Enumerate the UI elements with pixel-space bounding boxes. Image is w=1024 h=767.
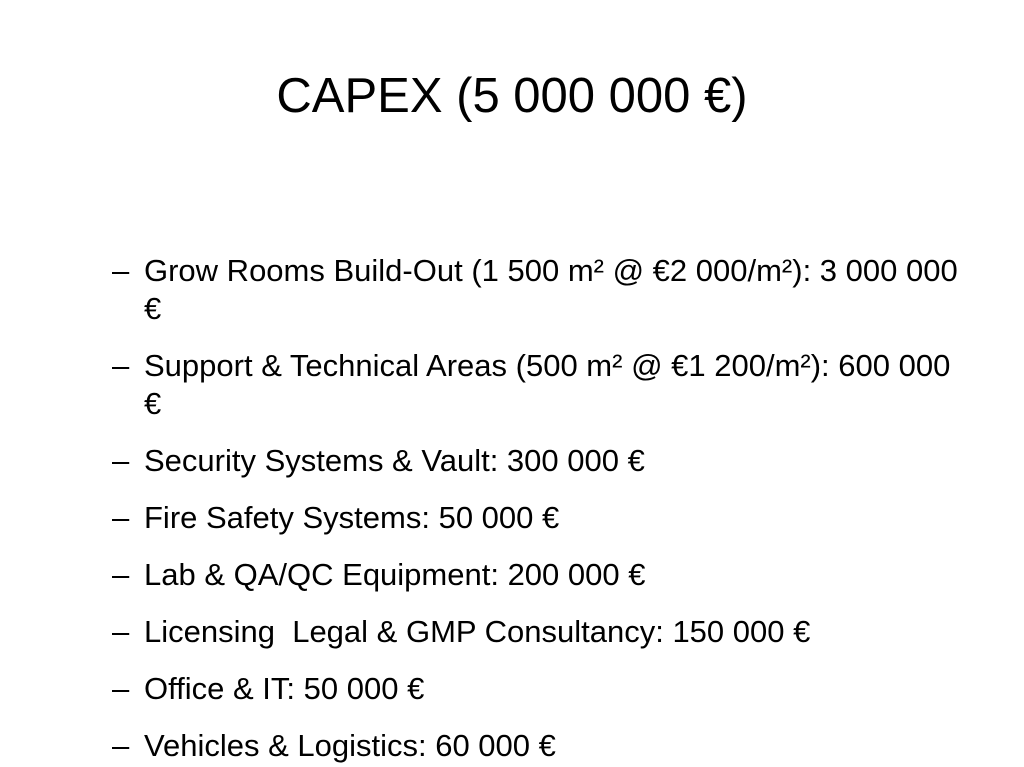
bullet-text: Grow Rooms Build-Out (1 500 m² @ €2 000/m²): 3 000 000 €: [144, 253, 967, 326]
bullet-text: Licensing Legal & GMP Consultancy: 150 000 €: [144, 614, 811, 649]
bullet-dash: –: [112, 253, 130, 288]
bullet-dash: –: [112, 443, 130, 478]
bullet-item: [112, 499, 972, 537]
bullet-dash: –: [112, 500, 130, 535]
slide-title: CAPEX (5 000 000 €): [276, 69, 748, 123]
bullet-item: [112, 613, 972, 651]
bullet-text: Office & IT: 50 000 €: [144, 671, 425, 706]
bullet-item: [112, 727, 972, 765]
bullet-dash: –: [112, 728, 130, 763]
bullet-item: [112, 347, 972, 423]
bullet-text: Support & Technical Areas (500 m² @ €1 200/m²): 600 000 €: [144, 348, 959, 421]
bullet-dash: –: [112, 557, 130, 592]
bullet-item: [112, 556, 972, 594]
bullet-item: [112, 442, 972, 480]
bullet-item: [112, 670, 972, 708]
bullet-dash: –: [112, 614, 130, 649]
bullet-text: Security Systems & Vault: 300 000 €: [144, 443, 645, 478]
capex-bullet-list: [112, 252, 972, 767]
bullet-text: Lab & QA/QC Equipment: 200 000 €: [144, 557, 646, 592]
bullet-dash: –: [112, 348, 130, 383]
bullet-dash: –: [112, 671, 130, 706]
bullet-text: Vehicles & Logistics: 60 000 €: [144, 728, 556, 763]
bullet-text: Fire Safety Systems: 50 000 €: [144, 500, 560, 535]
bullet-item: [112, 252, 972, 328]
